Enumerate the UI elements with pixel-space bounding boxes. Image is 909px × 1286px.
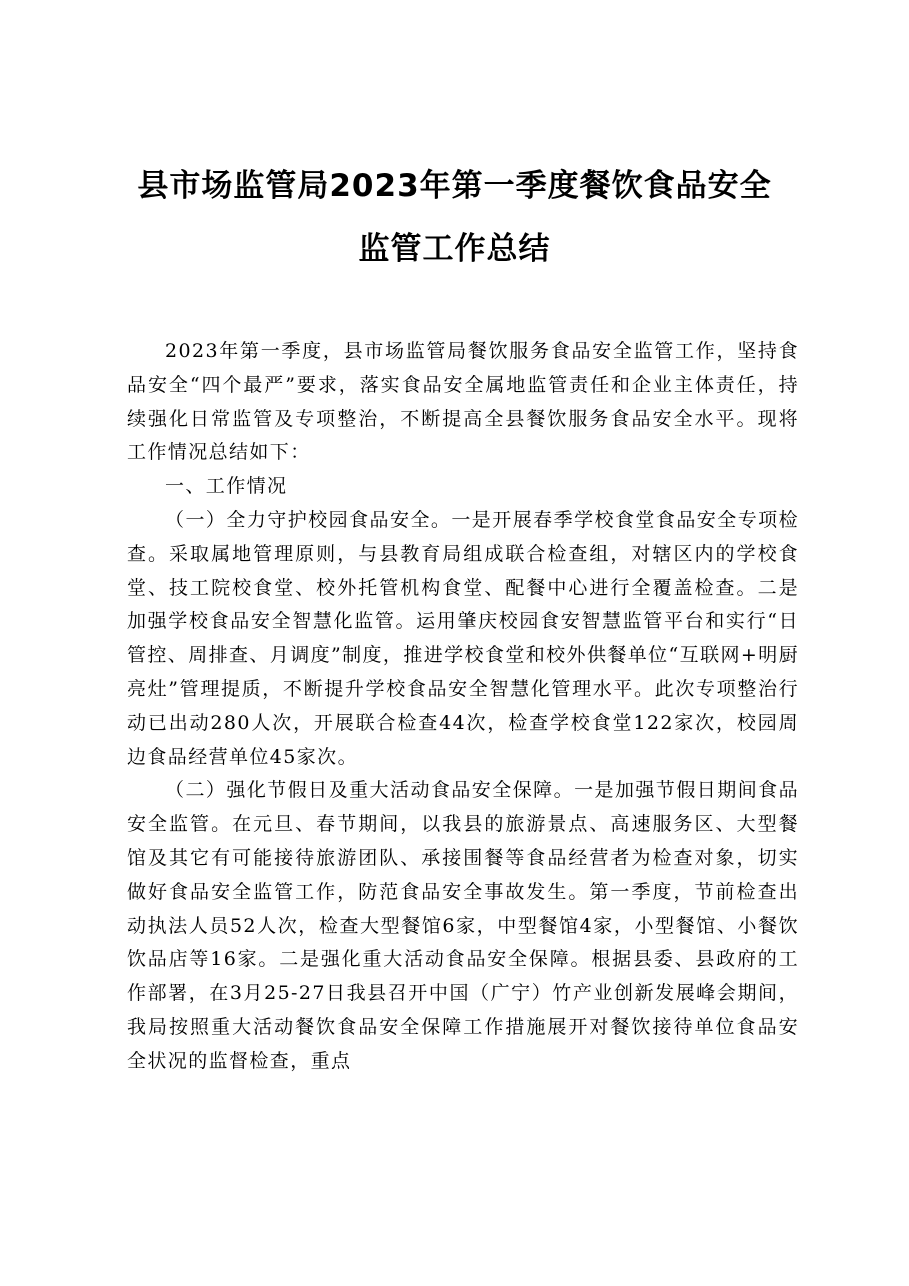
document-body — [127, 335, 799, 1079]
paragraph-holiday-event-safety: （二）强化节假日及重大活动食品安全保障。一是加强节假日期间食品安全监管。在元旦、春节期间，以我县的旅游景点、高速服务区、大型餐馆及其它有可能接待旅游团队、承接围餐等食品经营者为检查对象，切实做好食品安全监管工作，防范食品安全事故发生。第一季度，节前检查出动执法人员52人次，检查大型餐馆6家，中型餐馆4家，小型餐馆、小餐饮饮品店等16家。二是强化重大活动食品安全保障。根据县委、县政府的工作部署，在3月25-27日我县召开中国（广宁）竹产业创新发展峰会期间，我局按照重大活动餐饮食品安全保障工作措施展开对餐饮接待单位食品安全状况的监督检查，重点 — [127, 779, 799, 1072]
section-heading: 一、工作情况 — [165, 475, 288, 498]
paragraph-campus-food-safety: （一）全力守护校园食品安全。一是开展春季学校食堂食品安全专项检查。采取属地管理原则，与县教育局组成联合检查组，对辖区内的学校食堂、技工院校食堂、校外托管机构食堂、配餐中心进行全覆盖检查。二是加强学校食品安全智慧化监管。运用肇庆校园食安智慧监管平台和实行“日管控、周排查、月调度”制度，推进学校食堂和校外供餐单位“互联网+明厨亮灶”管理提质，不断提升学校食品安全智慧化管理水平。此次专项整治行动已出动280人次，开展联合检查44次，检查学校食堂122家次，校园周边食品经营单位45家次。 — [127, 508, 799, 768]
intro-paragraph: 2023年第一季度，县市场监管局餐饮服务食品安全监管工作，坚持食品安全“四个最严”要求，落实食品安全属地监管责任和企业主体责任，持续强化日常监管及专项整治，不断提高全县餐饮服务食品安全水平。现将工作情况总结如下： — [127, 340, 799, 464]
document-title-line-1: 县市场监管局2023年第一季度餐饮食品安全 — [137, 168, 772, 204]
document-title-line-2: 监管工作总结 — [358, 231, 551, 267]
